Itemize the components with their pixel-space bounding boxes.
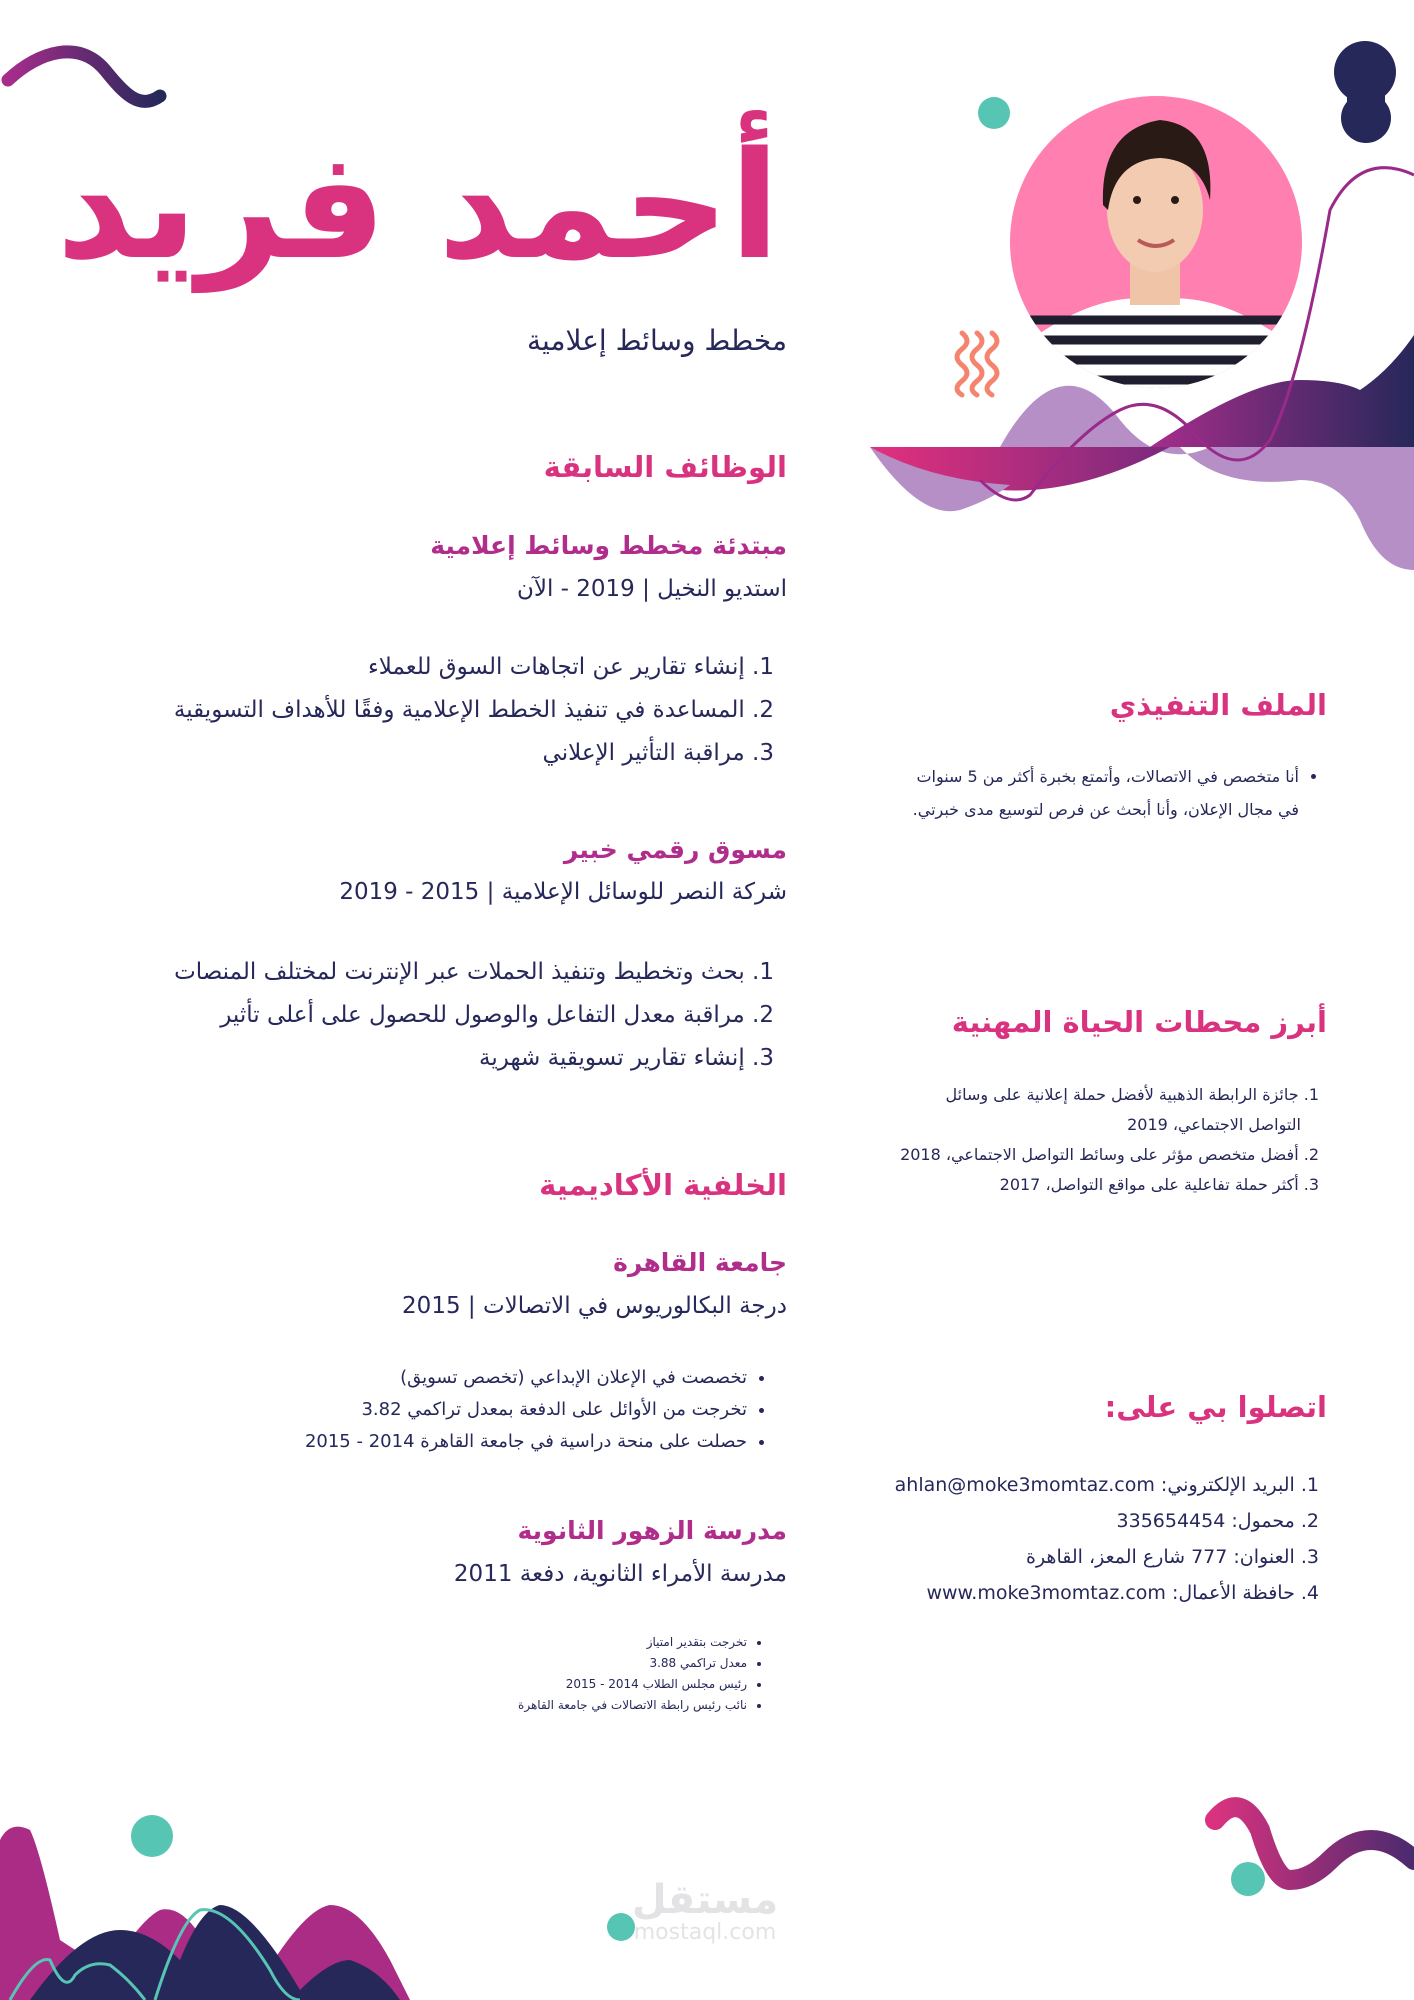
job-2-title: مسوق رقمي خبير xyxy=(563,835,787,864)
contact-address: 3. العنوان: 777 شارع المعز، القاهرة xyxy=(1025,1546,1319,1568)
task-item: 2. مراقبة معدل التفاعل والوصول للحصول على أعلى تأثير xyxy=(220,1002,774,1028)
contact-email[interactable]: 1. البريد الإلكتروني: ahlan@moke3momtaz.com xyxy=(894,1474,1319,1496)
milestone-item: 3. أكثر حملة تفاعلية على مواقع التواصل، 2017 xyxy=(999,1175,1319,1194)
school-2-name: مدرسة الزهور الثانوية xyxy=(517,1516,787,1545)
watermark-arabic: مستقل xyxy=(631,1877,779,1923)
point-item: • تخرجت بتقدير امتياز xyxy=(518,1632,747,1653)
navy-blob xyxy=(1334,41,1396,143)
experience-heading: الوظائف السابقة xyxy=(543,450,787,484)
milestones-list xyxy=(900,1080,1319,1200)
profile-summary xyxy=(899,760,1327,826)
school-2-points xyxy=(518,1632,787,1716)
candidate-name: أحمد فريد xyxy=(56,120,780,292)
job-2-company: شركة النصر للوسائل الإعلامية | 2015 - 2019 xyxy=(339,879,787,905)
milestone-item: 1. جائزة الرابطة الذهبية لأفضل حملة إعلانية على وسائل xyxy=(945,1085,1319,1104)
squiggle-top-left xyxy=(8,52,160,101)
milestone-item: 2. أفضل متخصص مؤثر على وسائط التواصل الاجتماعي، 2018 xyxy=(900,1145,1319,1164)
school-1-detail: درجة البكالوريوس في الاتصالات | 2015 xyxy=(402,1293,787,1319)
watermark xyxy=(620,1877,790,1945)
contact-portfolio[interactable]: 4. حافظة الأعمال: www.moke3momtaz.com xyxy=(926,1582,1319,1604)
school-2-detail: مدرسة الأمراء الثانوية، دفعة 2011 xyxy=(453,1561,787,1587)
teal-dot xyxy=(978,97,1010,129)
teal-dot-bottom-right xyxy=(1231,1862,1265,1896)
job-1-company: استديو النخيل | 2019 - الآن xyxy=(516,576,787,602)
point-item: • تخصصت في الإعلان الإبداعي (تخصص تسويق) xyxy=(305,1362,747,1394)
watermark-latin: mostaql.com xyxy=(633,1920,777,1945)
task-item: 1. إنشاء تقارير عن اتجاهات السوق للعملاء xyxy=(367,654,774,680)
point-item: • نائب رئيس رابطة الاتصالات في جامعة القاهرة xyxy=(518,1695,747,1716)
contact-list xyxy=(895,1467,1319,1611)
contact-heading: اتصلوا بي على: xyxy=(1104,1390,1327,1424)
task-item: 2. المساعدة في تنفيذ الخطط الإعلامية وفقًا للأهداف التسويقية xyxy=(173,697,774,723)
point-item: • حصلت على منحة دراسية في جامعة القاهرة 2014 - 2015 xyxy=(305,1426,747,1458)
milestones-heading: أبرز محطات الحياة المهنية xyxy=(951,1005,1327,1039)
point-item: • رئيس مجلس الطلاب 2014 - 2015 xyxy=(518,1674,747,1695)
job-2-tasks xyxy=(174,951,774,1080)
point-item: • تخرجت من الأوائل على الدفعة بمعدل تراكمي 3.82 xyxy=(305,1394,747,1426)
school-1-name: جامعة القاهرة xyxy=(613,1248,787,1277)
task-item: 1. بحث وتخطيط وتنفيذ الحملات عبر الإنترنت لمختلف المنصات xyxy=(174,959,774,985)
teal-dot-bottom-left xyxy=(131,1815,173,1857)
task-item: 3. إنشاء تقارير تسويقية شهرية xyxy=(479,1045,774,1071)
coral-zigzags xyxy=(957,333,997,395)
job-title: مخطط وسائط إعلامية xyxy=(527,324,787,357)
profile-heading: الملف التنفيذي xyxy=(1109,688,1327,722)
profile-photo xyxy=(1010,96,1302,400)
education-heading: الخلفية الأكاديمية xyxy=(539,1168,787,1202)
contact-phone[interactable]: 2. محمول: 335654454 xyxy=(1116,1510,1319,1532)
job-1-title: مبتدئة مخطط وسائط إعلامية xyxy=(430,531,787,560)
point-item: • معدل تراكمي 3.88 xyxy=(518,1653,747,1674)
profile-text: • أنا متخصص في الاتصالات، وأتمتع بخبرة أكثر من 5 سنوات في مجال الإعلان، وأنا أبحث عن فرص لتوسيع مدى خبرتي. xyxy=(899,760,1299,826)
task-item: 3. مراقبة التأثير الإعلاني xyxy=(542,740,774,766)
school-1-points xyxy=(305,1362,787,1458)
milestone-item: التواصل الاجتماعي، 2019 xyxy=(1127,1115,1301,1134)
job-1-tasks xyxy=(174,646,774,775)
